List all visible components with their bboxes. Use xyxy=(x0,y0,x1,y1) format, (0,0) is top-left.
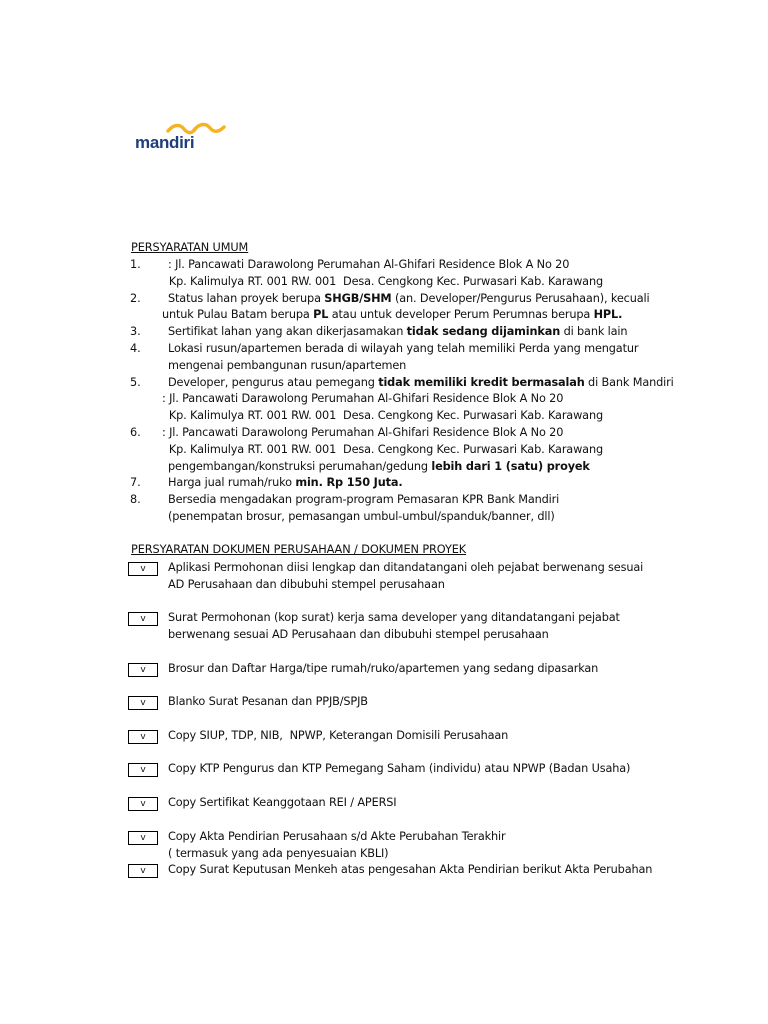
dokumen-item-text: Brosur dan Daftar Harga/tipe rumah/ruko/apartemen yang sedang dipasarkan xyxy=(168,662,599,675)
dokumen-item-text: AD Perusahaan dan dibubuhi stempel perusahaan xyxy=(168,577,445,591)
checkbox[interactable]: v xyxy=(128,864,158,878)
checkbox[interactable]: v xyxy=(128,663,158,677)
bold-text: lebih dari 1 (satu) proyek xyxy=(431,459,590,473)
umum-item-line xyxy=(168,342,638,356)
umum-item-line xyxy=(168,359,406,373)
mandiri-logo xyxy=(134,122,234,154)
dokumen-item-text: ( termasuk yang ada penyesuaian KBLI) xyxy=(168,846,389,860)
text-segment: di Bank Mandiri xyxy=(584,375,674,389)
text-segment: Kp. Kalimulya RT. 001 RW. 001 Desa. Cengkong Kec. Purwasari Kab. Karawang xyxy=(162,274,603,288)
text-segment: mengenai pembangunan rusun/apartemen xyxy=(168,358,407,372)
dokumen-item-text: Blanko Surat Pesanan dan PPJB/SPJB xyxy=(168,695,368,708)
umum-item-line xyxy=(168,493,559,507)
umum-item-line xyxy=(162,426,563,440)
umum-item-number: 3. xyxy=(130,325,141,339)
text-segment: : Jl. Pancawati Darawolong Perumahan Al-Ghifari Residence Blok A No 20 xyxy=(168,258,570,271)
dokumen-heading: PERSYARATAN DOKUMEN PERUSAHAAN / DOKUMEN PROYEK xyxy=(131,543,467,556)
text-segment: (an. Developer/Pengurus Perusahaan), kecuali xyxy=(391,291,650,305)
text-segment: di bank lain xyxy=(560,325,628,339)
umum-item-number: 7. xyxy=(130,476,141,490)
bold-text: HPL. xyxy=(593,308,623,322)
umum-item-line xyxy=(162,308,622,322)
bold-text: SHGB/SHM xyxy=(324,291,392,305)
checkbox[interactable]: v xyxy=(128,797,158,811)
dokumen-item-text: Copy Surat Keputusan Menkeh atas pengesahan Akta Pendirian berikut Akta Perubahan xyxy=(168,863,653,876)
umum-item-line xyxy=(168,325,627,339)
checkbox[interactable]: v xyxy=(128,763,158,777)
umum-item-line xyxy=(168,376,674,390)
text-segment: : Jl. Pancawati Darawolong Perumahan Al-Ghifari Residence Blok A No 20 xyxy=(162,392,564,406)
text-segment: untuk Pulau Batam berupa xyxy=(162,308,314,322)
umum-item-number: 1. xyxy=(130,258,141,271)
text-segment: atau untuk developer Perum Perumnas berupa xyxy=(328,308,594,322)
umum-item-line xyxy=(162,392,563,406)
text-segment: Harga jual rumah/ruko xyxy=(168,476,296,490)
checkbox[interactable]: v xyxy=(128,562,158,576)
text-segment: : Jl. Pancawati Darawolong Perumahan Al-Ghifari Residence Blok A No 20 xyxy=(162,426,564,439)
umum-item-line xyxy=(168,258,569,272)
text-segment: Kp. Kalimulya RT. 001 RW. 001 Desa. Cengkong Kec. Purwasari Kab. Karawang xyxy=(162,442,603,456)
text-segment: Status lahan proyek berupa xyxy=(168,291,325,305)
dokumen-item-text: Copy Sertifikat Keanggotaan REI / APERSI xyxy=(168,796,397,809)
checkbox[interactable]: v xyxy=(128,696,158,710)
brand-name: mandiri xyxy=(135,133,195,152)
bold-text: min. Rp 150 Juta. xyxy=(295,476,403,490)
umum-item-line xyxy=(162,409,603,423)
checkbox[interactable]: v xyxy=(128,612,158,626)
dokumen-item-text: Copy SIUP, TDP, NIB, NPWP, Keterangan Domisili Perusahaan xyxy=(168,729,509,742)
text-segment: Kp. Kalimulya RT. 001 RW. 001 Desa. Cengkong Kec. Purwasari Kab. Karawang xyxy=(162,409,603,423)
umum-item-line xyxy=(168,476,403,490)
checkbox[interactable]: v xyxy=(128,730,158,744)
dokumen-item-text: Copy KTP Pengurus dan KTP Pemegang Saham (individu) atau NPWP (Badan Usaha) xyxy=(168,762,631,775)
umum-item-number: 5. xyxy=(130,375,141,389)
text-segment: Bersedia mengadakan program-program Pemasaran KPR Bank Mandiri xyxy=(168,493,560,507)
bold-text: tidak memiliki kredit bermasalah xyxy=(378,375,585,389)
dokumen-item-text: Surat Permohonan (kop surat) kerja sama developer yang ditandatangani pejabat xyxy=(168,611,620,624)
umum-heading: PERSYARATAN UMUM xyxy=(131,241,249,254)
text-segment: pengembangan/konstruksi perumahan/gedung xyxy=(168,459,432,473)
dokumen-item-text: Copy Akta Pendirian Perusahaan s/d Akte Perubahan Terakhir xyxy=(168,830,506,843)
umum-item-number: 8. xyxy=(130,493,141,507)
dokumen-item-text: Aplikasi Permohonan diisi lengkap dan ditandatangani oleh pejabat berwenang sesuai xyxy=(168,561,644,574)
umum-item-line xyxy=(162,275,603,289)
umum-item-number: 2. xyxy=(130,291,141,305)
umum-item-line xyxy=(168,510,555,524)
text-segment: Lokasi rusun/apartemen berada di wilayah yang telah memiliki Perda yang mengatur xyxy=(168,342,639,355)
dokumen-item-text: berwenang sesuai AD Perusahaan dan dibubuhi stempel perusahaan xyxy=(168,627,549,641)
umum-item-number: 4. xyxy=(130,342,141,355)
umum-item-line xyxy=(168,460,590,474)
bold-text: PL xyxy=(313,308,329,322)
checkbox[interactable]: v xyxy=(128,831,158,845)
text-segment: (penempatan brosur, pemasangan umbul-umbul/spanduk/banner, dll) xyxy=(168,510,555,523)
text-segment: Developer, pengurus atau pemegang xyxy=(168,375,379,389)
bold-text: tidak sedang dijaminkan xyxy=(406,325,561,339)
umum-item-number: 6. xyxy=(130,426,141,439)
text-segment: Sertifikat lahan yang akan dikerjasamakan xyxy=(168,325,407,339)
umum-item-line xyxy=(168,292,649,306)
umum-item-line xyxy=(162,443,603,457)
